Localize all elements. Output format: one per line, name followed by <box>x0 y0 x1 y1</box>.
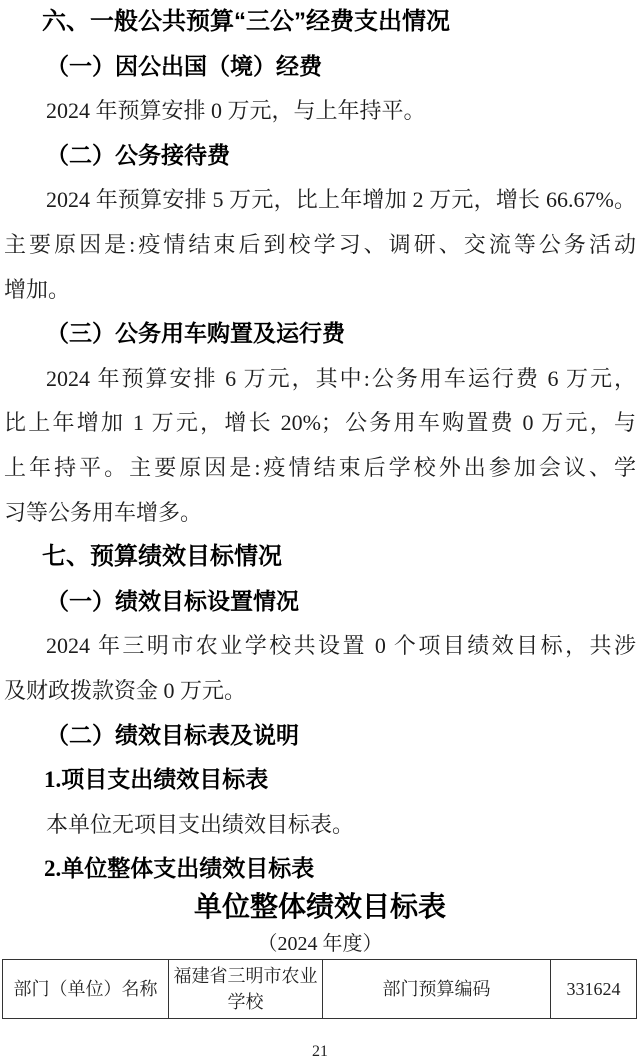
cell-unit-name-value: 福建省三明市农业学校 <box>169 959 323 1018</box>
numbered-heading-1: 1.项目支出绩效目标表 <box>44 767 269 793</box>
goal-table-title: 单位整体绩效目标表 <box>193 890 446 922</box>
paragraph-line: 主要原因是:疫情结束后到校学习、调研、交流等公务活动 <box>4 231 636 257</box>
paragraph-line: 本单位无项目支出绩效目标表。 <box>46 811 355 837</box>
goal-table <box>2 959 637 1019</box>
paragraph-line: 2024 年预算安排 5 万元，比上年增加 2 万元，增长 66.67%。 <box>46 187 636 213</box>
numbered-heading-2: 2.单位整体支出绩效目标表 <box>44 856 315 882</box>
subsection-heading-7-1: （一）绩效目标设置情况 <box>46 588 299 614</box>
subsection-heading-7-2: （二）绩效目标表及说明 <box>46 722 299 748</box>
page-number: 21 <box>312 1042 328 1060</box>
cell-unit-name-label: 部门（单位）名称 <box>3 959 169 1018</box>
paragraph-line: 及财政拨款资金 0 万元。 <box>4 677 247 703</box>
paragraph-line: 2024 年三明市农业学校共设置 0 个项目绩效目标，共涉 <box>46 633 636 659</box>
section-heading-7: 七、预算绩效目标情况 <box>42 543 282 571</box>
cell-budget-code-value: 331624 <box>551 959 637 1018</box>
section-heading-6: 六、一般公共预算“三公”经费支出情况 <box>42 8 450 35</box>
paragraph-line: 习等公务用车增多。 <box>4 499 203 525</box>
goal-table-subtitle: （2024 年度） <box>257 932 383 955</box>
table-row <box>3 959 637 1018</box>
subsection-heading-6-1: （一）因公出国（境）经费 <box>46 53 322 79</box>
paragraph-line: 比上年增加 1 万元，增长 20%；公务用车购置费 0 万元，与 <box>4 410 636 436</box>
paragraph-line: 增加。 <box>4 276 71 302</box>
paragraph-line: 上年持平。主要原因是:疫情结束后学校外出参加会议、学 <box>4 454 636 480</box>
cell-budget-code-label: 部门预算编码 <box>323 959 551 1018</box>
subsection-heading-6-3: （三）公务用车购置及运行费 <box>46 321 345 347</box>
subsection-heading-6-2: （二）公务接待费 <box>46 142 230 168</box>
paragraph-line: 2024 年预算安排 0 万元，与上年持平。 <box>46 98 426 124</box>
paragraph-line: 2024 年预算安排 6 万元，其中:公务用车运行费 6 万元， <box>46 365 636 391</box>
